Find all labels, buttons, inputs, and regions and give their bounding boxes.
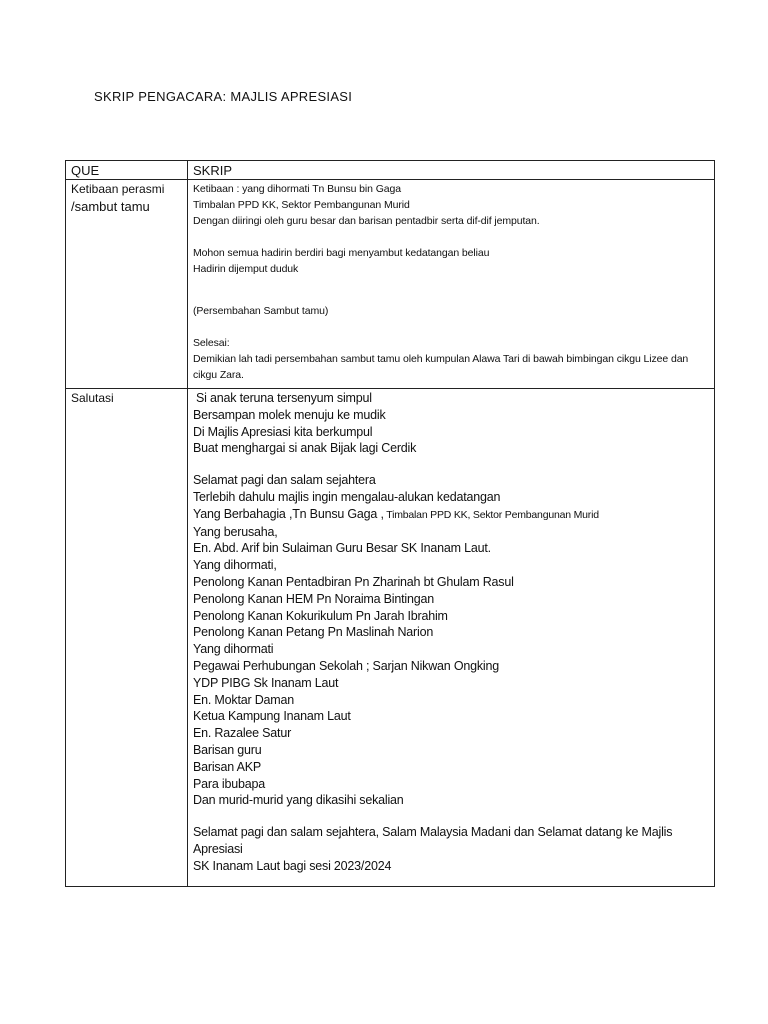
salutation-line: Barisan AKP [193, 759, 261, 774]
script-line: Timbalan PPD KK, Sektor Pembangunan Murid [193, 199, 410, 211]
salutation-line: Penolong Kanan Petang Pn Maslinah Narion [193, 625, 434, 640]
pantun-line: Bersampan molek menuju ke mudik [193, 407, 386, 422]
salutation-line: Yang dihormati, [193, 558, 277, 573]
script-line: cikgu Zara. [193, 369, 244, 381]
skrip-cell-ketibaan [188, 180, 715, 389]
table-header-row [66, 161, 715, 180]
que-cell-salutasi: Salutasi [66, 389, 188, 887]
welcome-line: Terlebih dahulu majlis ingin mengalau-alukan kedatangan [193, 489, 501, 504]
yb-main: Yang Berbahagia ,Tn Bunsu Gaga , [193, 506, 384, 521]
salutation-line: Para ibubapa [193, 776, 265, 791]
closing-line: Selamat pagi dan salam sejahtera, Salam Malaysia Madani dan Selamat datang ke Majlis Apresiasi [193, 825, 673, 856]
table-row [66, 180, 715, 389]
que-label-line1: Ketibaan perasmi [71, 182, 165, 196]
pantun-line: Si anak teruna tersenyum simpul [196, 391, 372, 405]
closing-line: SK Inanam Laut bagi sesi 2023/2024 [193, 858, 392, 873]
script-line: Hadirin dijemput duduk [193, 263, 299, 275]
header-que: QUE [66, 161, 188, 180]
page-title: SKRIP PENGACARA: MAJLIS APRESIASI [94, 89, 353, 104]
script-table [65, 160, 715, 887]
salutation-line: Penolong Kanan Kokurikulum Pn Jarah Ibrahim [193, 608, 448, 623]
salutation-line: Penolong Kanan Pentadbiran Pn Zharinah bt Ghulam Rasul [193, 574, 514, 589]
salutation-line: Yang dihormati [193, 642, 274, 657]
script-line: Selesai: [193, 337, 230, 349]
salutation-line: En. Razalee Satur [193, 726, 292, 741]
salutation-line: Yang berusaha, [193, 524, 278, 539]
que-label-line2: /sambut tamu [71, 199, 150, 214]
salutation-line: Dan murid-murid yang dikasihi sekalian [193, 793, 404, 808]
script-line: Dengan diiringi oleh guru besar dan barisan pentadbir serta dif-dif jemputan. [193, 215, 540, 227]
salutation-line: En. Abd. Arif bin Sulaiman Guru Besar SK Inanam Laut. [193, 541, 491, 556]
table-row [66, 389, 715, 887]
script-line: (Persembahan Sambut tamu) [193, 305, 329, 317]
greeting-line: Selamat pagi dan salam sejahtera [193, 473, 376, 488]
salutation-line: En. Moktar Daman [193, 692, 295, 707]
script-line: Demikian lah tadi persembahan sambut tamu oleh kumpulan Alawa Tari di bawah bimbingan cikgu Lizee dan [193, 353, 689, 365]
salutation-line: Ketua Kampung Inanam Laut [193, 709, 351, 724]
pantun-line: Di Majlis Apresiasi kita berkumpul [193, 424, 373, 439]
header-skrip: SKRIP [188, 161, 715, 180]
salutation-line: Penolong Kanan HEM Pn Noraima Bintingan [193, 591, 434, 606]
script-line: Ketibaan : yang dihormati Tn Bunsu bin Gaga [193, 183, 401, 195]
pantun-line: Buat menghargai si anak Bijak lagi Cerdik [193, 441, 417, 456]
salutation-line: YDP PIBG Sk Inanam Laut [193, 675, 339, 690]
salutation-line: Barisan guru [193, 742, 262, 757]
yb-position: Timbalan PPD KK, Sektor Pembangunan Murid [383, 508, 599, 521]
skrip-cell-salutasi [188, 389, 715, 887]
salutation-line: Pegawai Perhubungan Sekolah ; Sarjan Nikwan Ongking [193, 658, 499, 673]
yb-line [193, 506, 714, 524]
script-line: Mohon semua hadirin berdiri bagi menyambut kedatangan beliau [193, 247, 490, 259]
que-cell-ketibaan [66, 180, 188, 389]
